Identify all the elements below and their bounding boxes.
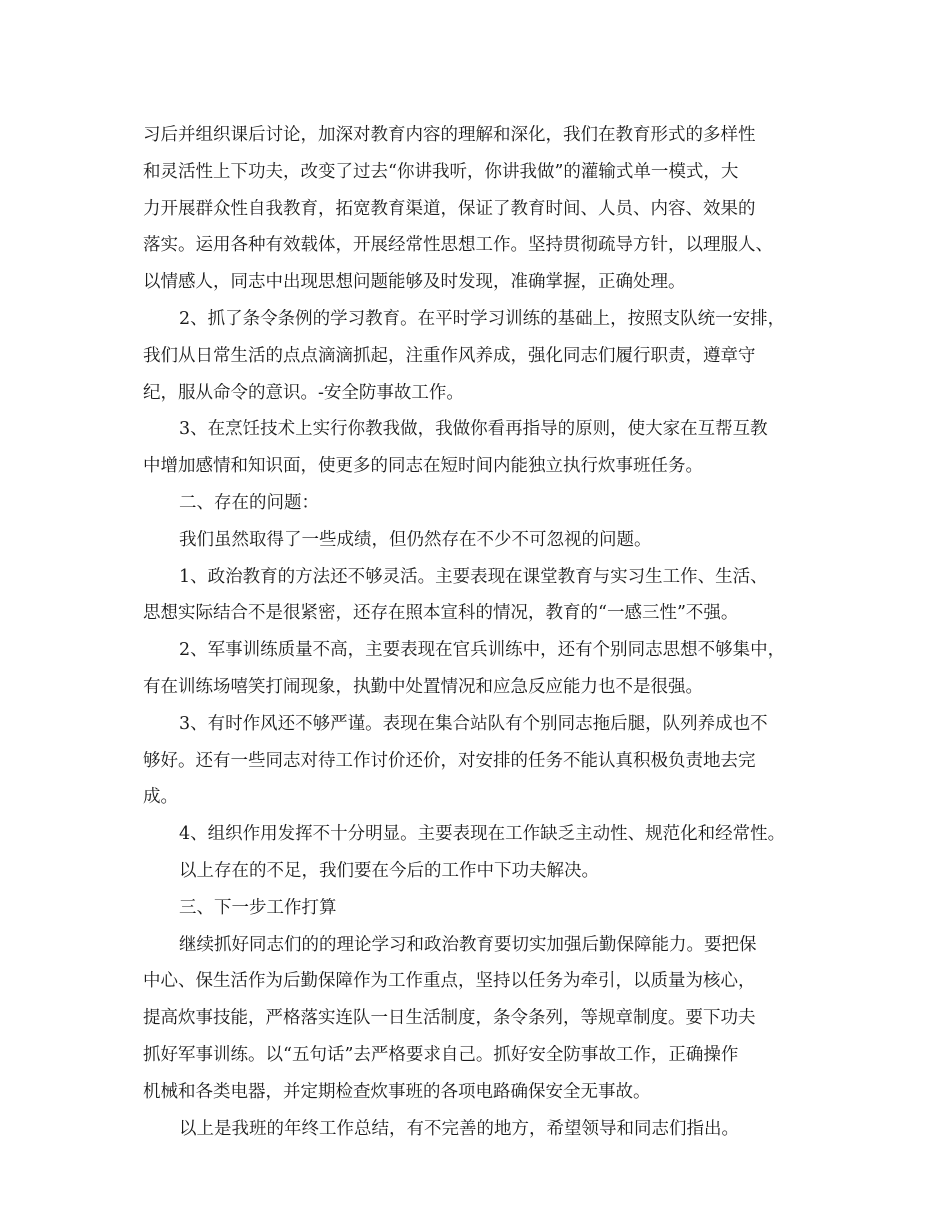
text-line: 1、政治教育的方法还不够灵活。主要表现在课堂教育与实习生工作、生活、: [179, 566, 768, 587]
text-line: 以上存在的不足，我们要在今后的工作中下功夫解决。: [179, 860, 599, 881]
text-line: 思想实际结合不是很紧密，还存在照本宣科的情况，教育的“一感三性”不强。: [143, 603, 739, 624]
text-line: 中心、保生活作为后勤保障作为工作重点，坚持以任务为牵引，以质量为核心，: [143, 971, 756, 992]
text-line: 力开展群众性自我教育，拓宽教育渠道，保证了教育时间、人员、内容、效果的: [143, 198, 756, 219]
text-line: 二、存在的问题：: [179, 492, 319, 513]
text-line: 我们从日常生活的点点滴滴抓起，注重作风养成，强化同志们履行职责，遵章守: [143, 345, 756, 366]
text-line: 纪，服从命令的意识。-安全防事故工作。: [143, 382, 464, 403]
text-line: 机械和各类电器，并定期检查炊事班的各项电路确保安全无事故。: [143, 1081, 651, 1102]
text-line: 3、有时作风还不够严谨。表现在集合站队有个别同志拖后腿，队列养成也不: [179, 713, 768, 734]
text-line: 成。: [143, 787, 178, 808]
text-line: 习后并组织课后讨论，加深对教育内容的理解和深化，我们在教育形式的多样性: [143, 125, 756, 145]
text-line: 中增加感情和知识面，使更多的同志在短时间内能独立执行炊事班任务。: [143, 456, 703, 477]
text-line: 抓好军事训练。以“五句话”去严格要求自己。抓好安全防事故工作，正确操作: [143, 1044, 739, 1065]
text-line: 3、在烹饪技术上实行你教我做，我做你看再指导的原则，使大家在互帮互教: [179, 419, 768, 440]
text-line: 以情感人，同志中出现思想问题能够及时发现，准确掌握，正确处理。: [143, 272, 686, 293]
text-line: 和灵活性上下功夫，改变了过去“你讲我听，你讲我做”的灌输式单一模式，大: [143, 161, 739, 182]
text-line: 我们虽然取得了一些成绩，但仍然存在不少不可忽视的问题。: [179, 529, 652, 550]
text-line: 2、军事训练质量不高，主要表现在官兵训练中，还有个别同志思想不够集中，: [179, 640, 786, 661]
text-line: 够好。还有一些同志对待工作讨价还价，对安排的任务不能认真积极负责地去完: [143, 750, 756, 771]
text-line: 三、下一步工作打算: [179, 897, 337, 918]
text-line: 4、组织作用发挥不十分明显。主要表现在工作缺乏主动性、规范化和经常性。: [179, 824, 786, 845]
text-line: 提高炊事技能，严格落实连队一日生活制度，条令条列，等规章制度。要下功夫: [143, 1008, 756, 1029]
text-line: 2、抓了条令条例的学习教育。在平时学习训练的基础上，按照支队统一安排，: [179, 308, 786, 329]
text-line: 以上是我班的年终工作总结，有不完善的地方，希望领导和同志们指出。: [179, 1118, 739, 1139]
text-line: 继续抓好同志们的的理论学习和政治教育要切实加强后勤保障能力。要把保: [179, 934, 757, 955]
document-body: [143, 117, 823, 1147]
text-line: 有在训练场嘻笑打闹现象，执勤中处置情况和应急反应能力也不是很强。: [143, 676, 703, 697]
text-line: 落实。运用各种有效载体，开展经常性思想工作。坚持贯彻疏导方针，以理服人、: [143, 235, 773, 256]
